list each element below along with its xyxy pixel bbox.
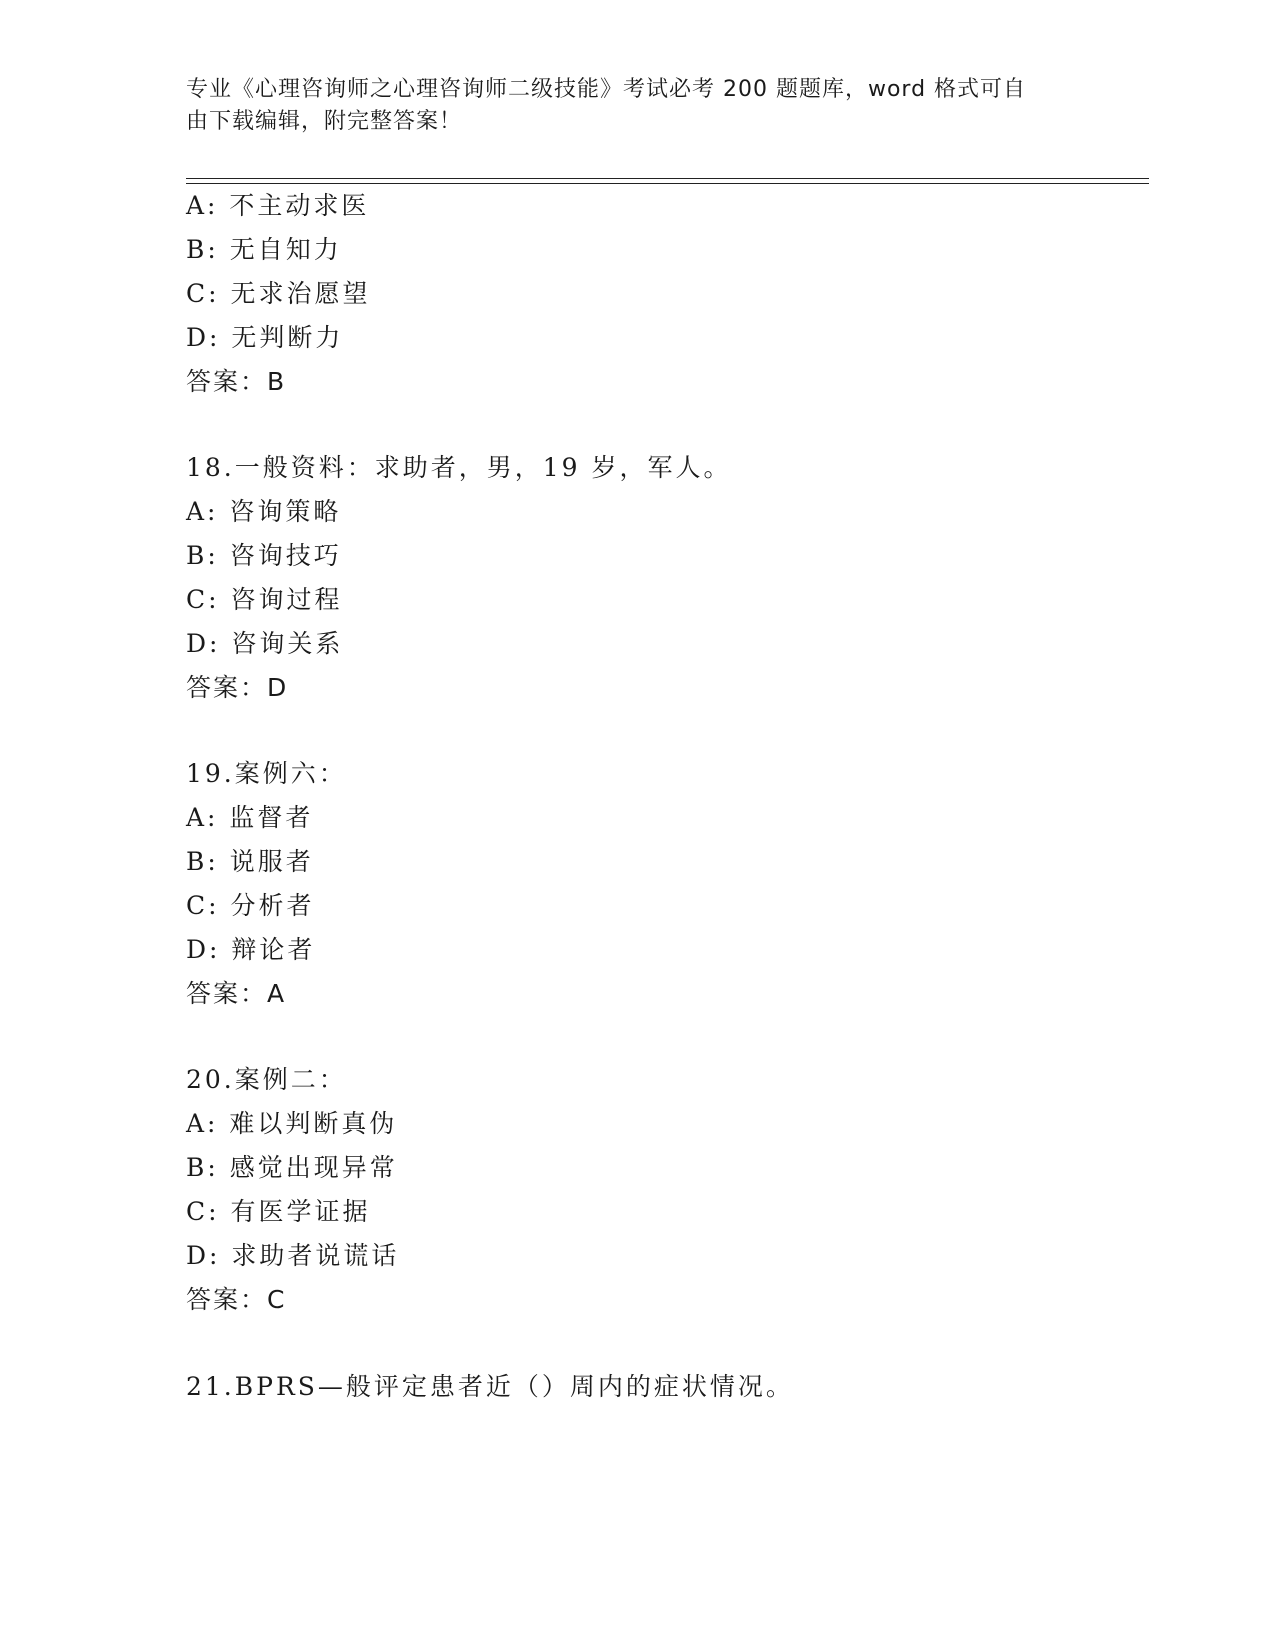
q19-option-d: D: 辩论者 [186,935,316,964]
q17-answer: 答案：B [186,367,287,396]
q20-option-a: A: 难以判断真伪 [186,1109,398,1138]
q19-option-b: B: 说服者 [186,847,314,876]
q18-answer: 答案：D [186,673,289,702]
q20-answer: 答案：C [186,1285,287,1314]
q20-question: 20.案例二： [186,1065,347,1094]
header-line-2: 由下载编辑，附完整答案！ [186,109,463,134]
q17-option-a: A: 不主动求医 [186,191,370,220]
q20-option-b: B: 感觉出现异常 [186,1153,398,1182]
q18-option-b: B: 咨询技巧 [186,541,342,570]
q18-option-d: D: 咨询关系 [186,629,344,658]
q20-option-c: C: 有医学证据 [186,1197,371,1226]
header-line-1: 专业《心理咨询师之心理咨询师二级技能》考试必考 200 题题库，word 格式可自 [186,77,1027,102]
q18-option-a: A: 咨询策略 [186,497,342,526]
q19-question: 19.案例六： [186,759,347,788]
q17-option-d: D: 无判断力 [186,323,344,352]
header-divider-bottom [186,183,1149,184]
q19-option-a: A: 监督者 [186,803,314,832]
q20-option-d: D: 求助者说谎话 [186,1241,400,1270]
q19-option-c: C: 分析者 [186,891,315,920]
document-header [186,74,1086,138]
q19-answer: 答案：A [186,979,287,1008]
q17-option-b: B: 无自知力 [186,235,342,264]
q18-option-c: C: 咨询过程 [186,585,343,614]
q21-question: 21.BPRS—般评定患者近（）周内的症状情况。 [186,1372,794,1401]
header-divider-top [186,178,1149,179]
q18-question: 18.一般资料：求助者，男，19 岁，军人。 [186,453,732,482]
q17-option-c: C: 无求治愿望 [186,279,371,308]
